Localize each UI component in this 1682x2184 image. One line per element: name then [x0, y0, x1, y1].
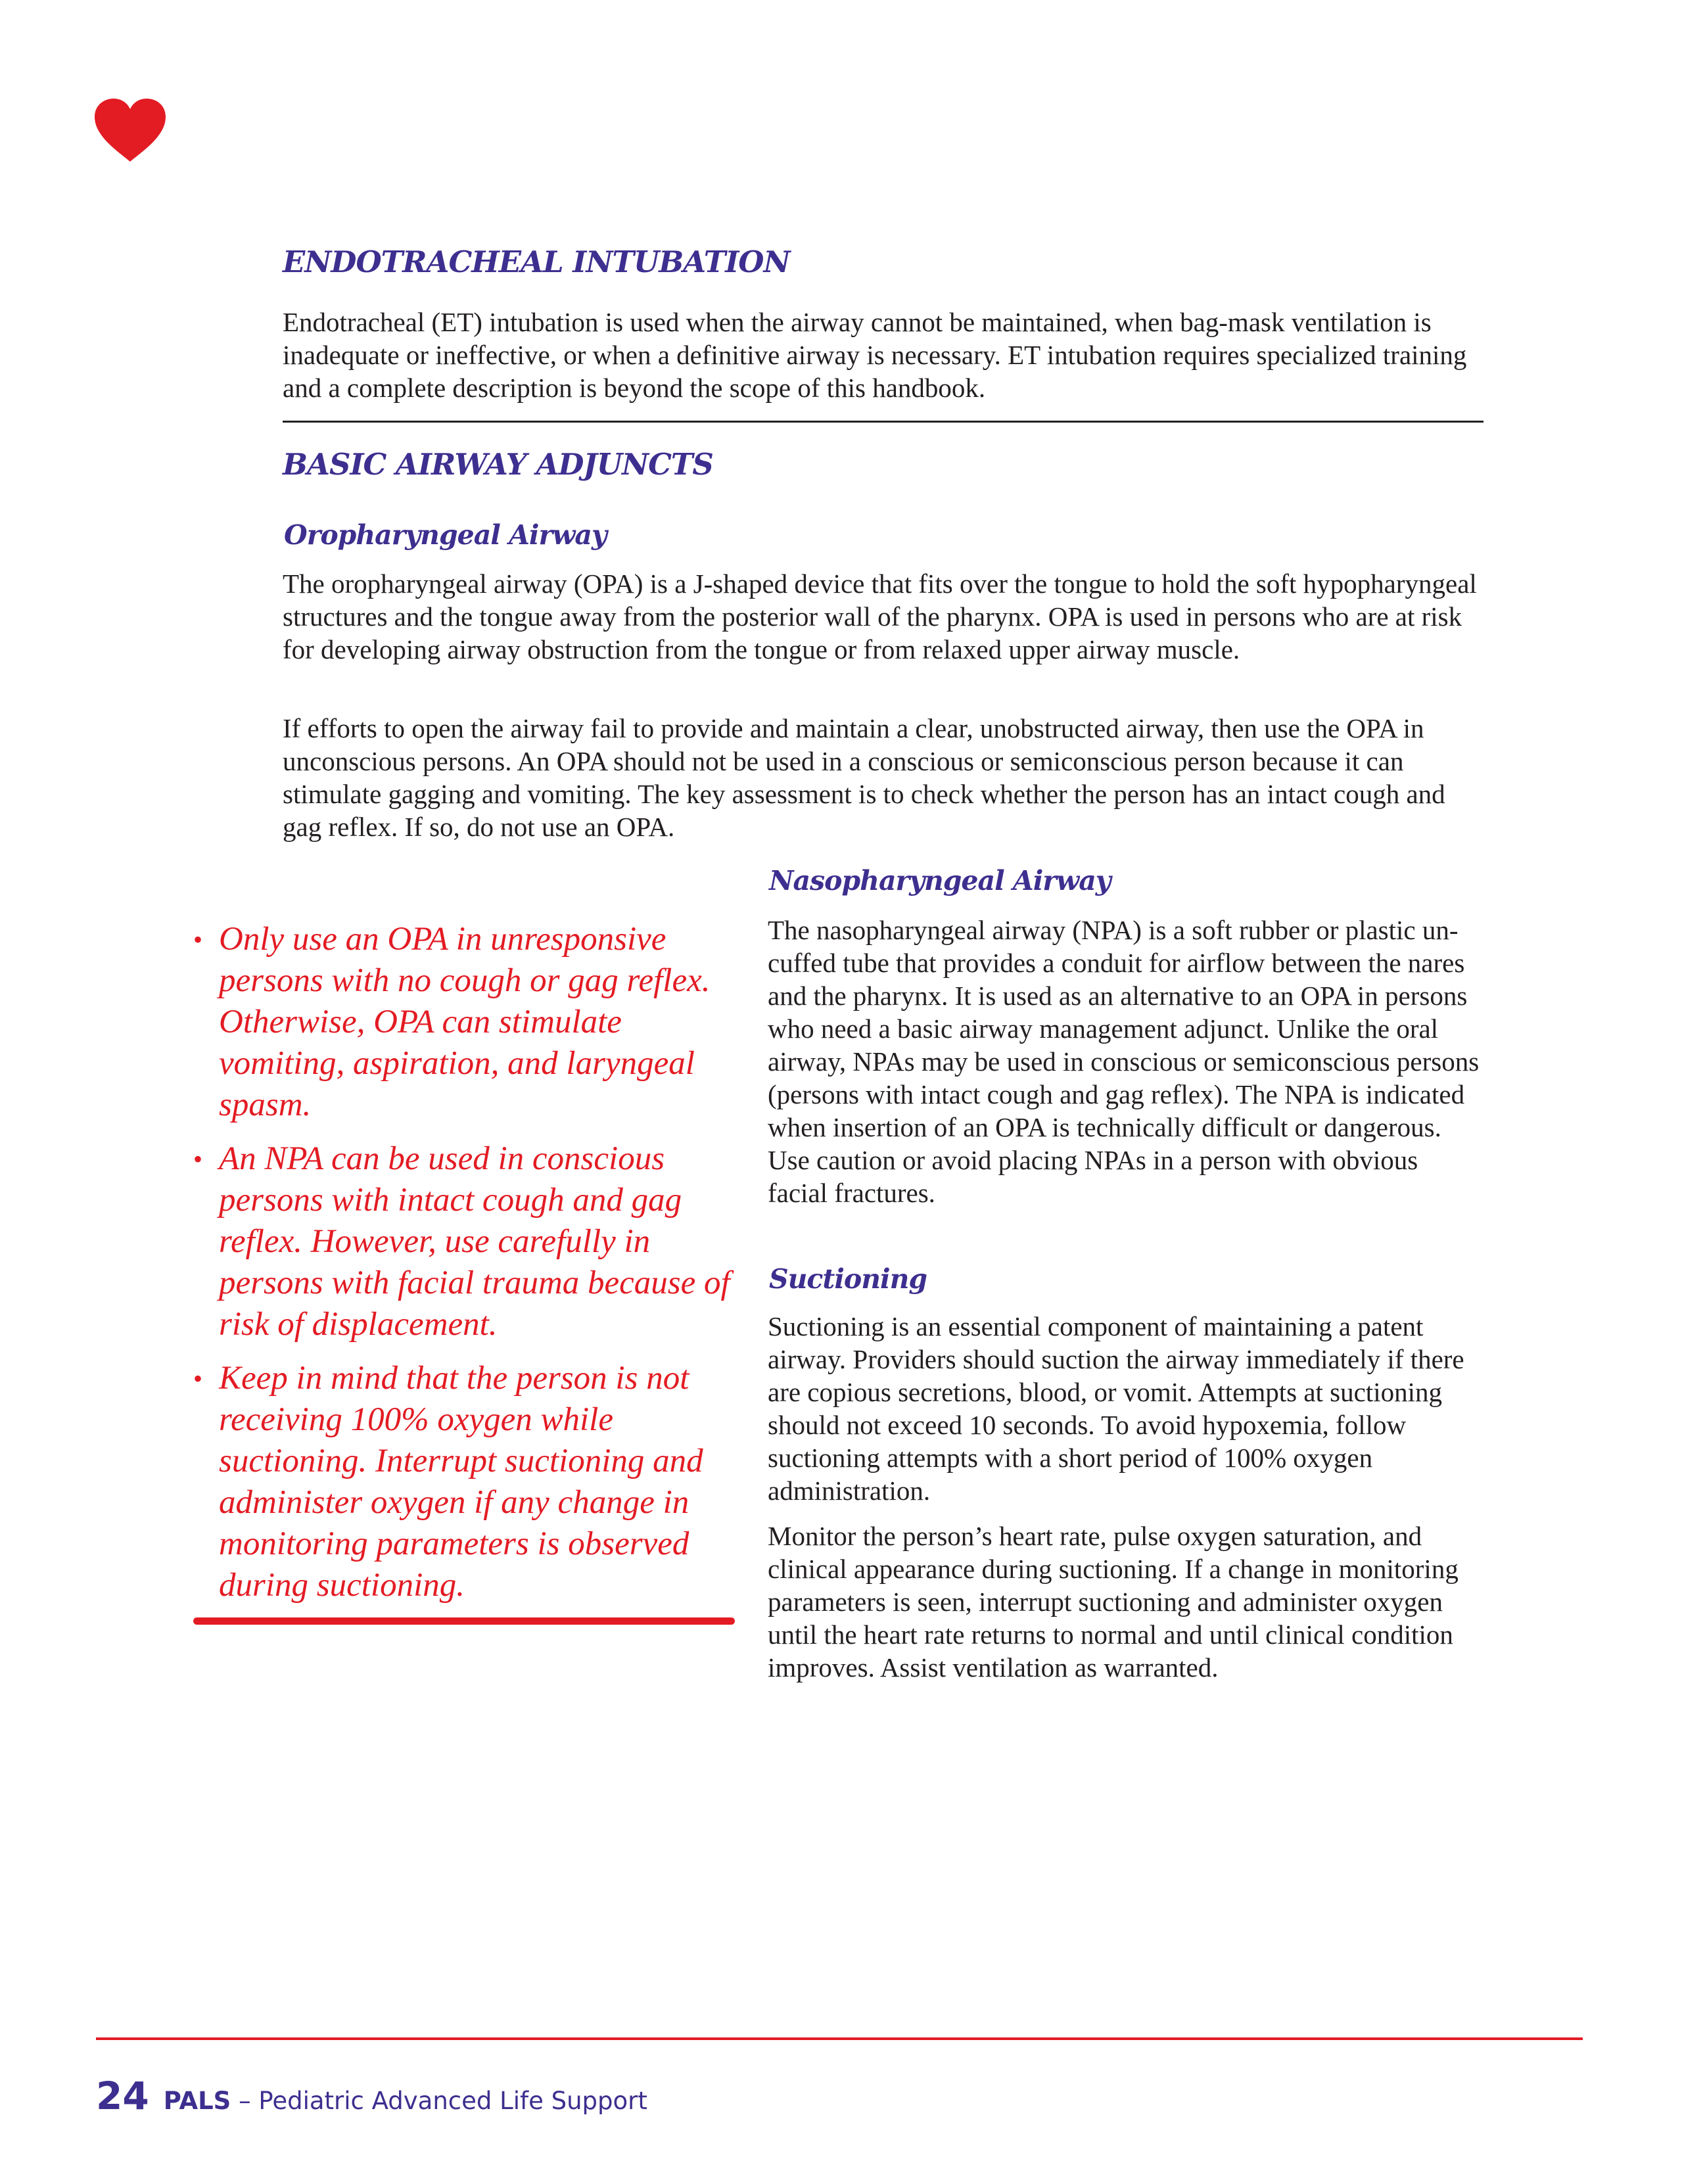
suctioning-heading: Suctioning [769, 1263, 927, 1295]
footer-subtitle: – Pediatric Advanced Life Support [231, 2087, 647, 2115]
suctioning-paragraph-1: Suctioning is an essential component of maintaining a patent airway. Providers should suction the airway immediately if there are copious secretions, blood, or vomit. Attempts at suctioning should not exceed 10 seconds. To avoid hypoxemia, follow suctioning attempts with a short period of 100% oxygen administration. [768, 1311, 1464, 1506]
footer-divider [96, 2037, 1583, 2040]
footer [96, 2074, 647, 2118]
opa-heading: Oropharyngeal Airway [284, 519, 607, 551]
footer-brand: PALS [163, 2087, 231, 2115]
bullet-icon: • [193, 1144, 203, 1174]
suctioning-paragraph-2: Monitor the person’s heart rate, pulse oxygen saturation, and clinical appearance during suctioning. If a change in monitoring parameters is seen, interrupt suctioning and administer oxygen until the heart rate returns to normal and until clinical condition improves. Assist ventilation as warranted. [768, 1521, 1459, 1683]
callout-list [191, 919, 736, 1619]
callout-underline [193, 1617, 735, 1625]
callout-item-text: Only use an OPA in unresponsive persons with no cough or gag reflex. Otherwise, OPA can stimulate vomiting, aspiration, and laryngeal spasm. [219, 921, 711, 1123]
callout-item [191, 1358, 736, 1606]
callout-item-text: An NPA can be used in conscious persons with intact cough and gag reflex. However, use carefully in persons with facial trauma because of risk of displacement. [219, 1140, 730, 1343]
bullet-icon: • [193, 925, 203, 954]
opa-paragraph-2: If efforts to open the airway fail to provide and maintain a clear, unobstructed airway, then use the OPA in unconscious persons. An OPA should not be used in a conscious or semiconscious person because it can stimulate gagging and vomiting. The key assessment is to check whether the person has an intact cough and gag reflex. If so, do not use an OPA. [283, 713, 1445, 842]
callout-item [191, 919, 736, 1126]
opa-paragraph-1: The oropharyngeal airway (OPA) is a J-shaped device that fits over the tongue to hold the soft hypopharyngeal structures and the tongue away from the posterior wall of the pharynx. OPA is used in persons who are at risk for developing airway obstruction from the tongue or from relaxed upper airway muscle. [283, 569, 1477, 664]
heart-icon [93, 97, 167, 163]
npa-heading: Nasopharyngeal Airway [769, 865, 1111, 896]
section-divider [283, 421, 1483, 423]
page-number: 24 [96, 2074, 149, 2118]
adjuncts-heading: BASIC AIRWAY ADJUNCTS [283, 447, 713, 482]
et-paragraph: Endotracheal (ET) intubation is used when the airway cannot be maintained, when bag-mask ventilation is inadequate or ineffective, or when a definitive airway is necessary. ET intubation requires specialized training and a complete description is beyond the scope of this handbook. [283, 307, 1467, 403]
bullet-icon: • [193, 1364, 203, 1393]
callout-item-text: Keep in mind that the person is not receiving 100% oxygen while suctioning. Interrupt suctioning and administer oxygen if any change in monitoring parameters is observed during suctioning. [219, 1360, 703, 1604]
callout-item [191, 1138, 736, 1345]
npa-paragraph: The nasopharyngeal airway (NPA) is a soft rubber or plastic un-cuffed tube that provides a conduit for airflow between the nares and the pharynx. It is used as an alternative to an OPA in persons who need a basic airway management adjunct. Unlike the oral airway, NPAs may be used in conscious or semiconscious persons (persons with intact cough and gag reflex). The NPA is indicated when insertion of an OPA is technically difficult or dangerous. Use caution or avoid placing NPAs in a person with obvious facial fractures. [768, 915, 1480, 1208]
et-heading: ENDOTRACHEAL INTUBATION [283, 244, 790, 279]
